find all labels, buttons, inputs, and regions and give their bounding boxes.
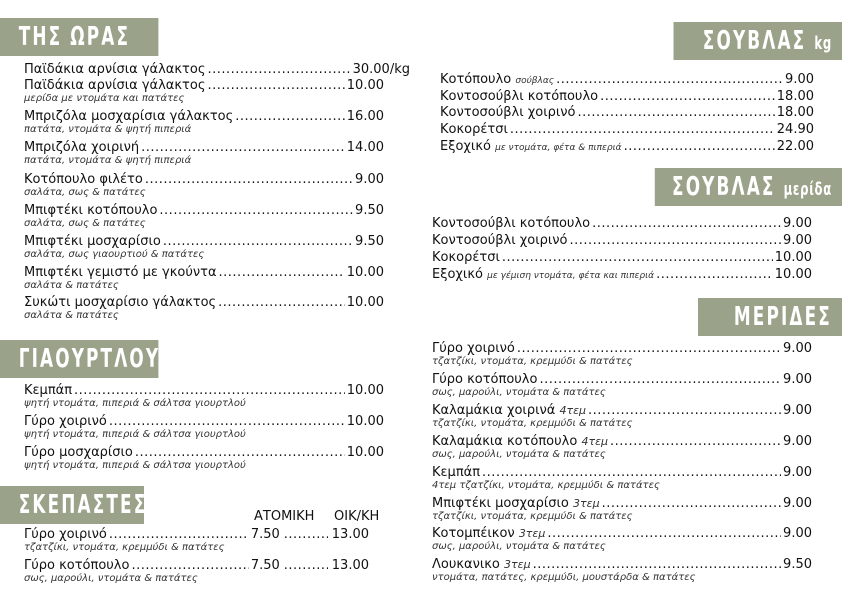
item-description: σαλάτα, σως & πατάτες (24, 218, 146, 229)
item-name: Γύρο μοσχαρίσιο (24, 445, 133, 460)
item-price: 10.00 (346, 295, 384, 310)
item-price: 14.00 (346, 140, 384, 155)
item-name: Κοντοσούβλι κοτόπουλο (440, 89, 599, 104)
item-price: 24.90 (776, 122, 814, 137)
banner-tis-oras (0, 18, 158, 56)
item-description: σως, μαρούλι, ντομάτα & πατάτες (24, 573, 198, 584)
item-price: 10.00 (774, 250, 812, 265)
item-name: Μπιφτέκι κοτόπουλο (24, 203, 158, 218)
item-name: Γύρο κοτόπουλο (432, 372, 538, 387)
list-item (24, 62, 410, 77)
item-price: 22.00 (776, 139, 814, 154)
item-description: τζατζίκι, ντομάτα, κρεμμύδι & πατάτες (432, 356, 633, 367)
item-name: Κοτόπουλο φιλέτο (24, 172, 143, 187)
item-note: 4τεμ (581, 435, 609, 448)
list-item (24, 140, 384, 167)
list-item (24, 265, 384, 292)
item-description: τζατζίκι, ντομάτα, κρεμμύδι & πατάτες (432, 511, 633, 522)
list-item (432, 233, 812, 248)
item-price: 9.00 (783, 526, 812, 541)
banner-giaourtlou-title: ΓΙΑΟΥΡΤΛΟΥ (18, 344, 161, 374)
item-name: Γύρο χοιρινό (24, 414, 107, 429)
item-description: σαλάτα, σως γιαουρτιού & πατάτες (24, 249, 205, 260)
item-price: 9.00 (355, 172, 384, 187)
item-description: 4τεμ τζατζίκι, ντομάτα, κρεμμύδι & πατάτες (432, 480, 660, 491)
item-price: 9.00 (783, 216, 812, 231)
list-item (432, 372, 812, 399)
list-item (24, 527, 369, 554)
item-price: 10.00 (346, 445, 384, 460)
item-name: Κεμπάπ (432, 465, 481, 480)
item-price: 9.00 (785, 72, 814, 87)
item-description: ψητή ντομάτα, πιπεριά & σάλτσα γιουρτλού (24, 460, 246, 471)
item-note: 3τεμ (518, 527, 546, 540)
list-item (432, 465, 812, 492)
banner-souvlas-merida-title: ΣΟΥΒΛΑΣ (672, 172, 776, 202)
item-price-atomiki: 7.50 (250, 527, 280, 542)
item-price: 9.00 (783, 434, 812, 449)
list-item (432, 403, 812, 430)
column-header-atomiki: ΑΤΟΜΙΚΗ (254, 509, 315, 524)
item-price: 9.00 (783, 465, 812, 480)
item-price: 30.00/kg (352, 62, 410, 77)
item-name: Μπριζόλα χοιρινή (24, 140, 140, 155)
item-price-oik: 13.00 (331, 558, 369, 573)
item-name: Καλαμάκια χοιρινά (432, 403, 556, 418)
banner-merides-title: ΜΕΡΙΔΕΣ (733, 302, 832, 332)
item-name: Κοκορέτσι (432, 250, 500, 265)
item-name: Εξοχικό (432, 267, 483, 282)
list-item (24, 234, 384, 261)
item-name: Γύρο χοιρινό (432, 341, 515, 356)
item-description: σαλάτα, σως & πατάτες (24, 187, 146, 198)
item-description: τζατζίκι, ντομάτα, κρεμμύδι & πατάτες (24, 542, 225, 553)
banner-souvlas-kg-title: ΣΟΥΒΛΑΣ (702, 26, 807, 56)
item-price: 9.50 (783, 557, 812, 572)
item-note: σούβλας (515, 76, 555, 86)
item-name: Μπριζόλα μοσχαρίσια γάλακτος (24, 109, 234, 124)
item-name: Μπιφτέκι μοσχαρίσιο (432, 496, 569, 511)
item-description: πατάτα, ντομάτα & ψητή πιπεριά (24, 155, 192, 166)
item-name: Κοτομπέικον (432, 526, 515, 541)
list-item (432, 434, 812, 461)
item-name: Εξοχικό (440, 139, 491, 154)
item-price: 10.00 (346, 265, 384, 280)
list-item (24, 558, 369, 585)
banner-souvlas-merida (655, 168, 842, 206)
item-name: Παϊδάκια αρνίσια γάλακτος (24, 62, 206, 77)
banner-souvlas-kg (674, 22, 842, 60)
item-name: Κοκορέτσι (440, 122, 508, 137)
list-item (440, 122, 814, 137)
list-item (440, 72, 814, 89)
item-name: Μπιφτέκι μοσχαρίσιο (24, 234, 161, 249)
banner-souvlas-merida-suffix: μερίδα (783, 179, 832, 200)
item-name: Κεμπάπ (24, 383, 73, 398)
item-price: 9.50 (355, 203, 384, 218)
item-name: Λουκανικο (432, 557, 500, 572)
list-item (24, 203, 384, 230)
item-name: Συκώτι μοσχαρίσιο γάλακτος (24, 295, 217, 310)
item-note: 4τεμ (559, 404, 587, 417)
banner-merides (698, 298, 842, 336)
list-item (440, 105, 814, 120)
banner-skepastes (0, 486, 148, 524)
list-item (432, 557, 812, 584)
list-item (24, 383, 384, 410)
item-note: με ντομάτα, φέτα & πιπεριά (495, 143, 622, 153)
item-price: 16.00 (346, 109, 384, 124)
item-name: Καλαμάκια κοτόπουλο (432, 434, 578, 449)
item-note: με γέμιση ντομάτα, φέτα και πιπεριά (487, 271, 655, 281)
item-price: 10.00 (346, 414, 384, 429)
item-name: Γύρο κοτόπουλο (24, 558, 130, 573)
list-item (432, 526, 812, 553)
banner-giaourtlou (0, 340, 161, 378)
item-name: Γύρο χοιρινό (24, 527, 107, 542)
item-description: μερίδα με ντομάτα και πατάτες (24, 93, 185, 104)
item-note: 3τεμ (573, 497, 600, 510)
item-price: 9.00 (783, 372, 812, 387)
list-item (432, 496, 812, 523)
list-item (24, 295, 384, 322)
item-description: πατάτα, ντομάτα & ψητή πιπεριά (24, 124, 192, 135)
item-price: 9.00 (783, 233, 812, 248)
item-description: ψητή ντομάτα, πιπεριά & σάλτσα γιουρτλού (24, 429, 246, 440)
item-name: Παϊδάκια αρνίσια γάλακτος (24, 78, 206, 93)
item-name: Κοντοσούβλι κοτόπουλο (432, 216, 591, 231)
list-item (24, 78, 384, 105)
list-item (440, 139, 814, 156)
item-description: σως, μαρούλι, ντομάτα & πατάτες (432, 449, 606, 460)
item-name: Κοντοσούβλι χοιρινό (432, 233, 568, 248)
list-item (24, 172, 384, 199)
item-price: 9.00 (783, 403, 812, 418)
item-description: σαλάτα & πατάτες (24, 280, 119, 291)
item-description: σαλάτα & πατάτες (24, 310, 119, 321)
item-price: 9.50 (355, 234, 384, 249)
item-price-atomiki: 7.50 (250, 558, 280, 573)
item-note: 3τεμ (504, 558, 531, 571)
item-price: 18.00 (776, 105, 814, 120)
item-price: 10.00 (346, 78, 384, 93)
list-item (432, 216, 812, 231)
item-price: 10.00 (346, 383, 384, 398)
item-name: Μπιφτέκι γεμιστό με γκούντα (24, 265, 217, 280)
item-price: 18.00 (776, 89, 814, 104)
item-description: τζατζίκι, ντομάτα, κρεμμύδι & πατάτες (432, 418, 633, 429)
list-item (432, 341, 812, 368)
item-name: Κοντοσούβλι χοιρινό (440, 105, 576, 120)
column-header-oik: ΟΙΚ/ΚΗ (334, 509, 380, 524)
item-description: ψητή ντομάτα, πιπεριά & σάλτσα γιουρτλού (24, 398, 246, 409)
list-item (440, 89, 814, 104)
item-description: ντομάτα, πατάτες, κρεμμύδι, μουστάρδα & πατάτες (432, 572, 696, 583)
item-price: 10.00 (774, 267, 812, 282)
list-item (24, 445, 384, 472)
list-item (432, 250, 812, 265)
item-name: Κοτόπουλο (440, 72, 512, 87)
banner-tis-oras-title: ΤΗΣ ΩΡΑΣ (18, 22, 131, 52)
item-price: 9.00 (783, 341, 812, 356)
item-price-oik: 13.00 (331, 527, 369, 542)
list-item (24, 109, 384, 136)
item-description: σως, μαρούλι, ντομάτα & πατάτες (432, 387, 606, 398)
list-item (432, 267, 812, 284)
banner-souvlas-kg-suffix: kg (814, 33, 832, 54)
item-price: 9.00 (783, 496, 812, 511)
list-item (24, 414, 384, 441)
banner-skepastes-title: ΣΚΕΠΑΣΤΕΣ (18, 490, 148, 520)
item-description: σως, μαρούλι, ντομάτα & πατάτες (432, 541, 606, 552)
